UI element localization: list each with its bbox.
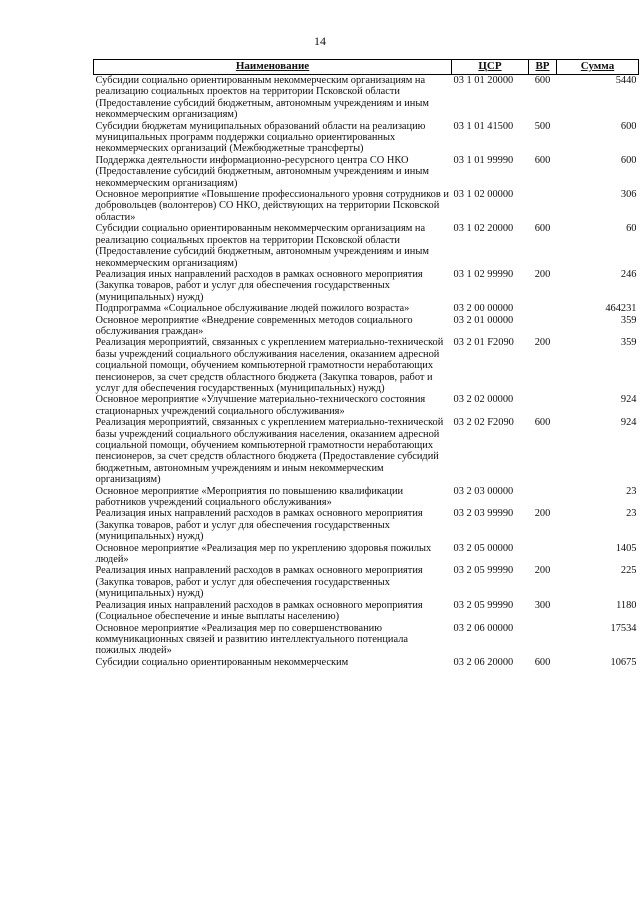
header-name: Наименование bbox=[94, 60, 452, 75]
row-vr bbox=[529, 486, 557, 509]
row-csr: 03 2 01 00000 bbox=[453, 314, 514, 326]
table-row bbox=[94, 337, 639, 394]
row-vr bbox=[529, 543, 557, 566]
table-row bbox=[94, 657, 639, 668]
header-vr: ВР bbox=[529, 60, 557, 75]
row-sum: 225 bbox=[620, 565, 637, 577]
table-row bbox=[94, 394, 639, 417]
row-name: Основное мероприятие «Внедрение современных методов социального обслуживания граждан» bbox=[95, 314, 413, 337]
row-name: Реализация мероприятий, связанных с укреплением материально-технической базы учреждений социального обслуживания населения, оказанием адресной социальной помощи, обучением компьютерной грамотности неработающих пенсионеров, за счет средств областного бюджета (Закупка товаров, работ и услуг для обеспечения государственных (муниципальных) нужд) bbox=[95, 337, 444, 394]
row-vr: 500 bbox=[534, 120, 551, 132]
row-csr: 03 1 02 99990 bbox=[453, 268, 514, 280]
row-csr: 03 2 05 99990 bbox=[453, 599, 514, 611]
table-row bbox=[94, 486, 639, 509]
row-sum: 600 bbox=[620, 154, 637, 166]
row-csr: 03 2 00 00000 bbox=[453, 303, 514, 315]
row-vr: 600 bbox=[534, 75, 551, 86]
row-sum: 23 bbox=[626, 508, 637, 520]
header-sum: Сумма bbox=[557, 60, 639, 75]
row-sum: 17534 bbox=[610, 622, 637, 634]
page-number: 14 bbox=[314, 34, 326, 48]
row-sum: 306 bbox=[620, 189, 637, 201]
row-sum: 924 bbox=[620, 394, 637, 406]
row-vr: 600 bbox=[534, 417, 551, 429]
row-name: Основное мероприятие «Мероприятия по повышению квалификации работников учреждений социального обслуживания» bbox=[95, 485, 404, 509]
row-csr: 03 2 05 99990 bbox=[453, 565, 514, 577]
row-vr: 200 bbox=[534, 508, 551, 520]
table-row bbox=[94, 543, 639, 566]
row-vr: 600 bbox=[534, 656, 551, 668]
row-csr: 03 2 05 00000 bbox=[453, 542, 514, 554]
row-sum: 246 bbox=[620, 268, 637, 280]
row-vr bbox=[529, 623, 557, 657]
row-vr: 200 bbox=[534, 268, 551, 280]
table-row bbox=[94, 155, 639, 189]
table-row bbox=[94, 189, 639, 223]
row-sum: 60 bbox=[626, 223, 637, 235]
table-row bbox=[94, 508, 639, 542]
row-sum: 924 bbox=[620, 417, 637, 429]
row-name: Основное мероприятие «Реализация мер по совершенствованию коммуникационных связей и развитию интеллектуального потенциала пожилых людей» bbox=[95, 622, 408, 657]
table-row bbox=[94, 315, 639, 338]
row-name: Реализация иных направлений расходов в рамках основного мероприятия (Закупка товаров, работ и услуг для обеспечения государственных (муниципальных) нужд) bbox=[95, 565, 423, 600]
row-name: Реализация иных направлений расходов в рамках основного мероприятия (Закупка товаров, работ и услуг для обеспечения государственных (муниципальных) нужд) bbox=[95, 508, 423, 543]
row-name: Поддержка деятельности информационно-ресурсного центра СО НКО (Предоставление субсидий бюджетным, автономным учреждениям и иным некоммерческим организациям) bbox=[95, 154, 429, 189]
table-row bbox=[94, 417, 639, 485]
table-row bbox=[94, 623, 639, 657]
table-row bbox=[94, 223, 639, 269]
table-row bbox=[94, 269, 639, 303]
row-csr: 03 1 01 20000 bbox=[453, 75, 514, 86]
row-csr: 03 2 06 20000 bbox=[453, 656, 514, 668]
row-name: Субсидии бюджетам муниципальных образований области на реализацию муниципальных программ поддержки социально ориентированных некоммерческих организаций (Межбюджетные трансферты) bbox=[95, 120, 426, 155]
row-vr: 600 bbox=[534, 154, 551, 166]
row-csr: 03 1 02 00000 bbox=[453, 189, 514, 201]
row-sum: 1180 bbox=[616, 599, 637, 611]
row-csr: 03 2 03 00000 bbox=[453, 485, 514, 497]
table-row bbox=[94, 121, 639, 155]
row-name: Основное мероприятие «Реализация мер по укреплению здоровья пожилых людей» bbox=[95, 542, 432, 566]
table-row bbox=[94, 75, 639, 121]
row-name: Субсидии социально ориентированным некоммерческим bbox=[95, 656, 349, 668]
header-csr: ЦСР bbox=[452, 60, 529, 75]
row-sum: 1405 bbox=[615, 542, 637, 554]
row-name: Реализация иных направлений расходов в рамках основного мероприятия (Социальное обеспечение и иные выплаты населению) bbox=[95, 599, 423, 623]
row-sum: 5440 bbox=[615, 75, 637, 86]
table-row bbox=[94, 303, 639, 314]
row-sum: 359 bbox=[620, 314, 637, 326]
row-name: Подпрограмма «Социальное обслуживание людей пожилого возраста» bbox=[95, 303, 410, 315]
row-vr bbox=[529, 315, 557, 338]
row-csr: 03 2 06 00000 bbox=[453, 622, 514, 634]
row-sum: 359 bbox=[620, 337, 637, 349]
row-vr bbox=[529, 303, 557, 314]
row-sum: 23 bbox=[626, 485, 637, 497]
row-sum: 600 bbox=[620, 120, 637, 132]
row-vr: 200 bbox=[534, 337, 551, 349]
row-csr: 03 1 02 20000 bbox=[453, 223, 514, 235]
budget-table bbox=[93, 59, 639, 668]
table-header bbox=[94, 60, 639, 75]
row-sum: 10675 bbox=[610, 656, 637, 668]
row-csr: 03 2 02 F2090 bbox=[453, 417, 514, 429]
row-csr: 03 2 01 F2090 bbox=[453, 337, 514, 349]
row-csr: 03 1 01 99990 bbox=[453, 154, 514, 166]
table-body bbox=[94, 75, 639, 669]
table-row bbox=[94, 600, 639, 623]
row-name: Основное мероприятие «Повышение профессионального уровня сотрудников и добровольцев (волонтеров) СО НКО, действующих на территории Псковской области» bbox=[95, 189, 449, 223]
row-name: Субсидии социально ориентированным некоммерческим организациям на реализацию социальных проектов на территории Псковской области (Предоставление субсидий бюджетным, автономным учреждениям и иным некоммерческим организациям) bbox=[95, 223, 429, 269]
row-name: Субсидии социально ориентированным некоммерческим организациям на реализацию социальных проектов на территории Псковской области (Предоставление субсидий бюджетным, автономным учреждениям и иным некоммерческим организациям) bbox=[95, 75, 429, 121]
row-vr: 200 bbox=[534, 565, 551, 577]
row-csr: 03 2 03 99990 bbox=[453, 508, 514, 520]
row-vr: 600 bbox=[534, 223, 551, 235]
row-vr bbox=[529, 189, 557, 223]
row-csr: 03 1 01 41500 bbox=[453, 120, 514, 132]
row-vr: 300 bbox=[534, 599, 551, 611]
row-name: Реализация мероприятий, связанных с укреплением материально-технической базы учреждений социального обслуживания населения, оказанием адресной социальной помощи, обучением компьютерной грамотности неработающих пенсионеров, за счет средств областного бюджета (Предоставление субсидий бюджетным, автономным учреждениям и иным некоммерческим организациям) bbox=[95, 417, 444, 486]
row-name: Основное мероприятие «Улучшение материально-технического состояния стационарных учреждений социального обслуживания» bbox=[95, 394, 426, 417]
row-csr: 03 2 02 00000 bbox=[453, 394, 514, 406]
table-row bbox=[94, 565, 639, 599]
row-vr bbox=[529, 394, 557, 417]
row-name: Реализация иных направлений расходов в рамках основного мероприятия (Закупка товаров, работ и услуг для обеспечения государственных (муниципальных) нужд) bbox=[95, 268, 423, 303]
row-sum: 464231 bbox=[605, 303, 637, 315]
